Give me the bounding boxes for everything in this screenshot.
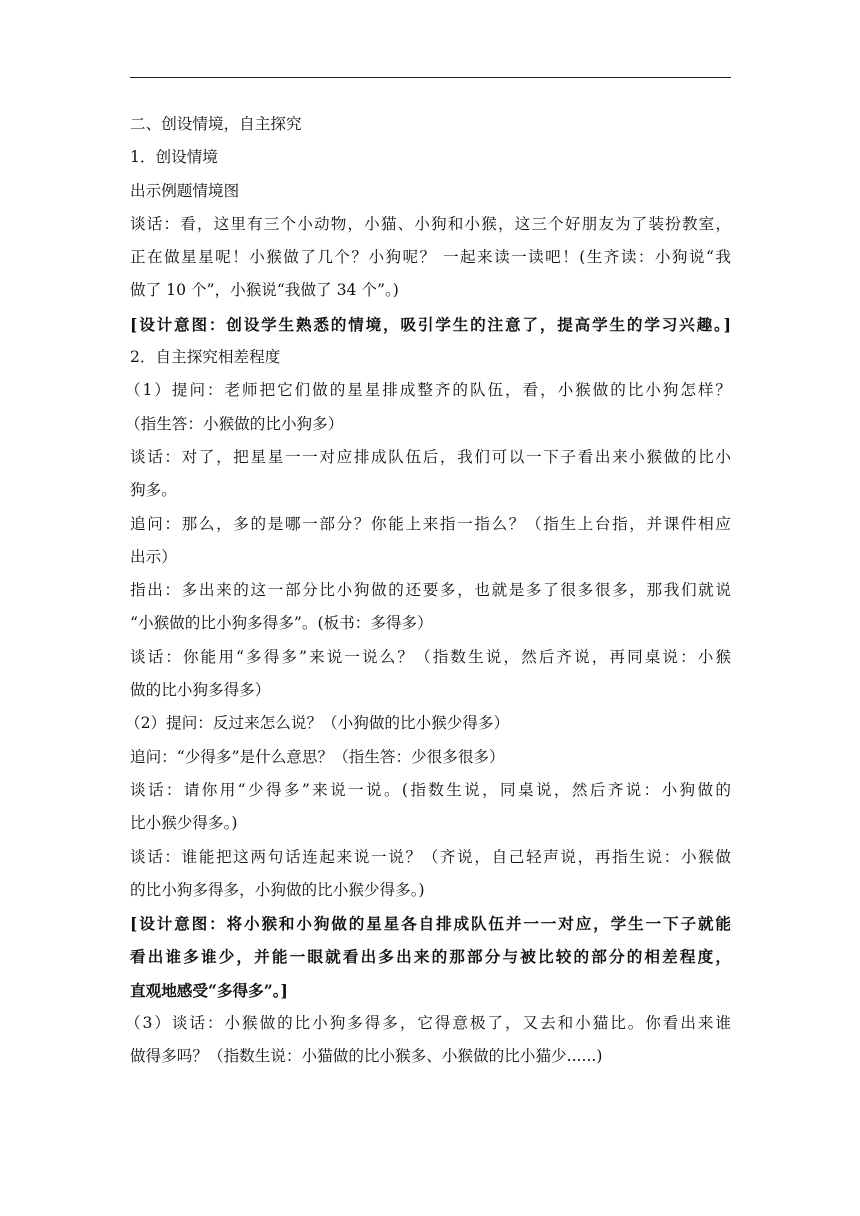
paragraph-line: 谈话：谁能把这两句话连起来说一说？（齐说，自己轻声说，再指生说：小猴做 [130,847,731,866]
paragraph-line: 谈话：对了，把星星一一对应排成队伍后，我们可以一下子看出来小猴做的比小 [130,447,731,466]
paragraph-line: 谈话：请你用“少得多”来说一说。(指数生说，同桌说，然后齐说：小狗做的 [130,780,731,799]
paragraph-line: （2）提问：反过来怎么说？（小狗做的比小猴少得多） [125,714,510,733]
design-intent-note: [设计意图：将小猴和小狗做的星星各自排成队伍并一一对应，学生一下子就能 [130,914,731,934]
design-intent-note: 看出谁多谁少，并能一眼就看出多出来的那部分与被比较的部分的相差程度， [130,947,731,967]
paragraph-line: （3）谈话：小猴做的比小狗多得多，它得意极了，又去和小猫比。你看出来谁 [125,1014,731,1033]
paragraph-line: 的比小狗多得多，小狗做的比小猴少得多。) [130,880,425,899]
design-intent-note: 直观地感受“多得多”。] [130,980,288,1000]
paragraph-line: 谈话：你能用“多得多”来说一说么？（指数生说，然后齐说，再同桌说：小猴 [130,647,731,666]
paragraph-line: 出示） [130,547,177,566]
section-heading: 二、创设情境，自主探究 [130,115,302,133]
subsection-heading: 1．创设情境 [130,148,218,167]
paragraph-line: 做得多吗？（指数生说：小猫做的比小猴多、小猴做的比小猫少......) [130,1047,603,1066]
paragraph-line: 出示例题情境图 [130,181,240,200]
paragraph-line: 比小猴少得多。) [130,814,238,833]
paragraph-line: （1）提问：老师把它们做的星星排成整齐的队伍，看，小猴做的比小狗怎样？ [125,381,731,400]
paragraph-line: 追问：“少得多”是什么意思？（指生答：少很多很多） [130,747,505,766]
paragraph-line: “小猴做的比小狗多得多”。(板书：多得多） [130,614,433,633]
paragraph-line: 指出：多出来的这一部分比小狗做的还要多，也就是多了很多很多，那我们就说 [130,581,731,600]
paragraph-line: 正在做星星呢！小猴做了几个？小狗呢？ 一起来读一读吧！(生齐读：小狗说“我 [130,248,731,267]
subsection-heading: 2．自主探究相差程度 [130,348,281,367]
paragraph-line: 做的比小狗多得多） [130,681,271,700]
paragraph-line: 谈话：看，这里有三个小动物，小猫、小狗和小猴，这三个好朋友为了装扮教室， [130,214,731,233]
paragraph-line: （指生答：小猴做的比小狗多） [125,414,344,433]
design-intent-note: [设计意图：创设学生熟悉的情境，吸引学生的注意了，提高学生的学习兴趣。] [130,314,731,334]
document-body [125,108,731,1074]
header-rule [130,77,731,78]
paragraph-line: 做了 10 个”，小猴说“我做了 34 个”。) [130,281,399,300]
paragraph-line: 狗多。 [130,481,177,500]
paragraph-line: 追问：那么，多的是哪一部分？你能上来指一指么？（指生上台指，并课件相应 [130,514,731,533]
